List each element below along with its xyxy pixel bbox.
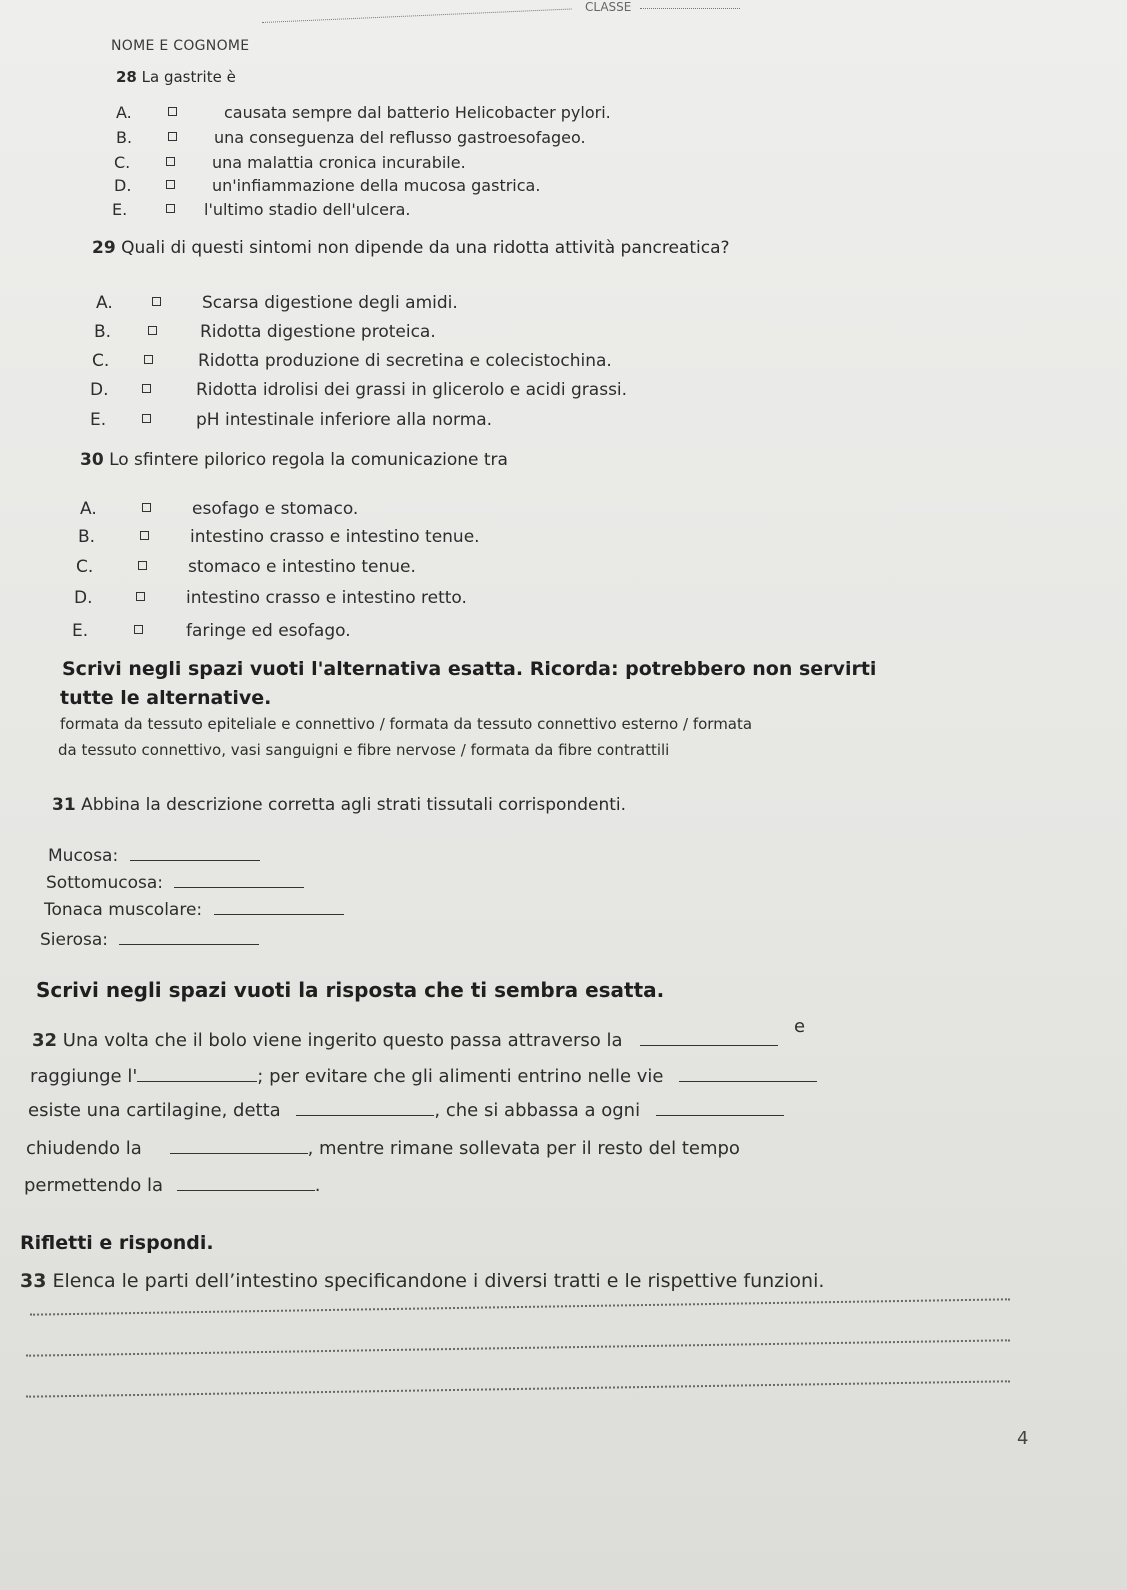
question-31	[52, 795, 626, 815]
q32-text: .	[314, 1175, 321, 1196]
option-letter: A.	[96, 293, 113, 313]
question-text: Elenca le parti dell’intestino specificandone i diversi tratti e le rispettive funzioni.	[52, 1270, 825, 1292]
field-label: Sierosa:	[40, 930, 108, 950]
sottomucosa-field[interactable]	[46, 873, 304, 893]
checkbox-icon[interactable]	[134, 625, 143, 634]
class-label: CLASSE	[585, 0, 632, 14]
field-label: Tonaca muscolare:	[44, 900, 203, 920]
option-text: esofago e stomaco.	[192, 499, 359, 519]
answer-blank[interactable]	[119, 943, 259, 945]
section-instruction-reflect: Rifletti e rispondi.	[20, 1232, 214, 1254]
question-number: 33	[20, 1270, 47, 1292]
question-33	[20, 1270, 824, 1292]
option-text: intestino crasso e intestino tenue.	[190, 527, 480, 547]
name-field[interactable]	[262, 8, 572, 23]
answer-line-3[interactable]	[26, 1380, 1010, 1397]
q32-text: , che si abbassa a ogni	[434, 1100, 641, 1121]
sierosa-field[interactable]	[40, 930, 259, 950]
tonaca-muscolare-field[interactable]	[44, 900, 344, 920]
option-letter: E.	[72, 621, 89, 641]
option-letter: B.	[116, 128, 133, 147]
question-text: Lo sfintere pilorico regola la comunicazione tra	[109, 450, 508, 470]
answer-line-2[interactable]	[26, 1339, 1010, 1356]
question-number: 31	[52, 795, 76, 815]
question-number: 29	[92, 238, 116, 258]
question-number: 30	[80, 450, 104, 470]
option-letter: B.	[78, 527, 96, 547]
checkbox-icon[interactable]	[152, 297, 161, 306]
q32-line-2	[30, 1066, 817, 1087]
mucosa-field[interactable]	[48, 846, 260, 866]
option-text: l'ultimo stadio dell'ulcera.	[204, 200, 411, 219]
answer-blank[interactable]	[174, 886, 304, 888]
question-text: Quali di questi sintomi non dipende da una ridotta attività pancreatica?	[121, 238, 730, 258]
class-field[interactable]	[640, 8, 740, 9]
checkbox-icon[interactable]	[166, 204, 175, 213]
checkbox-icon[interactable]	[168, 132, 177, 141]
option-letter: D.	[90, 380, 109, 400]
q32-text: e	[794, 1016, 806, 1037]
alternatives-list-cont: da tessuto connettivo, vasi sanguigni e fibre nervose / formata da fibre contrattili	[58, 741, 670, 759]
option-letter: A.	[116, 103, 132, 122]
option-letter: B.	[94, 322, 112, 342]
q32-text: permettendo la	[24, 1175, 163, 1196]
q32-text: ; per evitare che gli alimenti entrino nelle vie	[257, 1066, 664, 1087]
section-instruction: Scrivi negli spazi vuoti l'alternativa esatta. Ricorda: potrebbero non servirti	[62, 658, 877, 680]
q32-line-3	[28, 1100, 784, 1121]
answer-blank[interactable]	[296, 1114, 434, 1116]
answer-blank[interactable]	[640, 1044, 778, 1046]
q32-line-5	[24, 1175, 320, 1196]
checkbox-icon[interactable]	[142, 414, 151, 423]
q32-text: esiste una cartilagine, detta	[28, 1100, 281, 1121]
option-text: Scarsa digestione degli amidi.	[202, 293, 458, 313]
option-letter: A.	[80, 499, 97, 519]
answer-line-1[interactable]	[30, 1298, 1010, 1315]
page-number: 4	[1017, 1428, 1029, 1449]
checkbox-icon[interactable]	[136, 592, 145, 601]
section-instruction-cont: tutte le alternative.	[60, 687, 272, 709]
answer-blank[interactable]	[130, 859, 260, 861]
answer-blank[interactable]	[177, 1189, 315, 1191]
option-text: una malattia cronica incurabile.	[212, 153, 466, 172]
option-text: causata sempre dal batterio Helicobacter pylori.	[224, 103, 611, 122]
field-label: Mucosa:	[48, 846, 119, 866]
option-text: Ridotta digestione proteica.	[200, 322, 436, 342]
field-label: Sottomucosa:	[46, 873, 164, 893]
question-28	[116, 68, 236, 86]
question-29	[92, 238, 730, 258]
checkbox-icon[interactable]	[142, 384, 151, 393]
option-text: pH intestinale inferiore alla norma.	[196, 410, 493, 430]
option-text: faringe ed esofago.	[186, 621, 351, 641]
q32-text: raggiunge l'	[30, 1066, 138, 1087]
q32-line-4	[26, 1138, 740, 1159]
answer-blank[interactable]	[170, 1152, 308, 1154]
option-letter: E.	[90, 410, 107, 430]
question-text: La gastrite è	[141, 68, 236, 86]
option-letter: D.	[114, 176, 132, 195]
option-text: Ridotta idrolisi dei grassi in glicerolo e acidi grassi.	[196, 380, 628, 400]
option-letter: C.	[92, 351, 110, 371]
q32-text: , mentre rimane sollevata per il resto del tempo	[307, 1138, 740, 1159]
checkbox-icon[interactable]	[140, 531, 149, 540]
name-label: NOME E COGNOME	[111, 38, 250, 54]
question-text: Abbina la descrizione corretta agli strati tissutali corrispondenti.	[81, 795, 627, 815]
checkbox-icon[interactable]	[138, 561, 147, 570]
option-text: Ridotta produzione di secretina e colecistochina.	[198, 351, 612, 371]
answer-blank[interactable]	[137, 1080, 257, 1082]
option-text: intestino crasso e intestino retto.	[186, 588, 467, 608]
alternatives-list: formata da tessuto epiteliale e connettivo / formata da tessuto connettivo esterno / formata	[60, 715, 753, 733]
question-30	[80, 450, 508, 470]
option-text: stomaco e intestino tenue.	[188, 557, 416, 577]
option-text: una conseguenza del reflusso gastroesofageo.	[214, 128, 586, 147]
checkbox-icon[interactable]	[166, 157, 175, 166]
checkbox-icon[interactable]	[142, 503, 151, 512]
answer-blank[interactable]	[656, 1114, 784, 1116]
answer-blank[interactable]	[214, 913, 344, 915]
checkbox-icon[interactable]	[168, 107, 177, 116]
option-text: un'infiammazione della mucosa gastrica.	[212, 176, 541, 195]
checkbox-icon[interactable]	[166, 180, 175, 189]
q32-text: Una volta che il bolo viene ingerito questo passa attraverso la	[62, 1030, 623, 1051]
checkbox-icon[interactable]	[148, 326, 157, 335]
question-number: 32	[32, 1030, 58, 1051]
option-letter: E.	[112, 200, 128, 219]
question-number: 28	[116, 68, 137, 86]
q32-text: chiudendo la	[26, 1138, 142, 1159]
answer-blank[interactable]	[679, 1080, 817, 1082]
option-letter: C.	[114, 153, 131, 172]
section-instruction-answer: Scrivi negli spazi vuoti la risposta che ti sembra esatta.	[36, 978, 665, 1002]
option-letter: D.	[74, 588, 93, 608]
option-letter: C.	[76, 557, 94, 577]
q32-line-1	[32, 1016, 806, 1051]
checkbox-icon[interactable]	[144, 355, 153, 364]
